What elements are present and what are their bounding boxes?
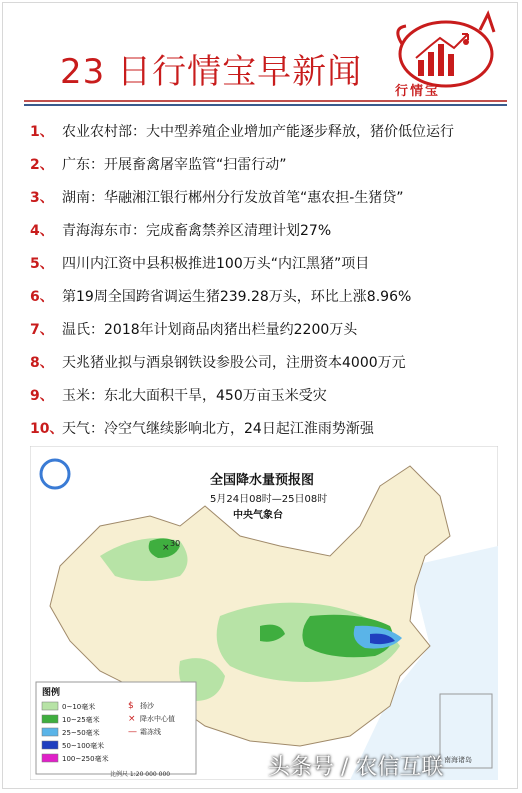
- legend-label: 50~100毫米: [62, 742, 105, 750]
- header-divider-bottom: [24, 104, 507, 106]
- precipitation-center-value: 30: [170, 539, 181, 548]
- legend-swatch: [42, 715, 58, 723]
- precipitation-forecast-map: [30, 446, 498, 780]
- legend-symbol: $: [128, 701, 134, 711]
- legend-label: 扬沙: [140, 702, 154, 710]
- news-item: [30, 378, 454, 411]
- news-item: [30, 147, 454, 180]
- news-item: [30, 411, 454, 444]
- legend-swatch: [42, 702, 58, 710]
- news-item-text: 广东：开展畜禽屠宰监管“扫雷行动”: [62, 156, 287, 173]
- news-item-number: 2、: [30, 156, 54, 173]
- news-item-text: 青海海东市：完成畜禽禁养区清理计划27%: [62, 222, 332, 239]
- news-item-number: 8、: [30, 354, 54, 371]
- legend-swatch: [42, 754, 58, 762]
- news-item-text: 四川内江资中县积极推进100万头“内江黑猪”项目: [62, 255, 370, 272]
- news-item-number: 7、: [30, 321, 54, 338]
- news-item-text: 温氏：2018年计划商品肉猪出栏量约2200万头: [62, 321, 358, 338]
- legend-label: 25~50毫米: [62, 729, 100, 737]
- legend-label: 霜冻线: [140, 728, 161, 736]
- news-item: [30, 246, 454, 279]
- news-item-number: 3、: [30, 189, 54, 206]
- map-title: 全国降水量预报图: [210, 473, 315, 488]
- legend-label: 0~10毫米: [62, 703, 96, 711]
- news-item-number: 6、: [30, 288, 54, 305]
- news-item-text: 湖南：华融湘江银行郴州分行发放首笔“惠农担-生猪贷”: [62, 189, 404, 206]
- news-item-number: 4、: [30, 222, 54, 239]
- legend-swatch: [42, 728, 58, 736]
- news-item-text: 玉米：东北大面积干旱，450万亩玉米受灾: [62, 387, 327, 404]
- legend-swatch: [42, 741, 58, 749]
- news-item-number: 1、: [30, 123, 54, 140]
- page-title: 23 日行情宝早新闻: [60, 52, 363, 92]
- news-item-number: 9、: [30, 387, 54, 404]
- news-list: [30, 114, 454, 444]
- news-item-number: 10、: [30, 420, 64, 437]
- legend-label: 100~250毫米: [62, 755, 109, 763]
- source-watermark: 头条号 / 农信互联: [268, 755, 444, 780]
- news-item: [30, 312, 454, 345]
- news-item: [30, 114, 454, 147]
- legend-title: 图例: [42, 688, 61, 698]
- legend-label: 降水中心值: [140, 715, 175, 723]
- news-item: [30, 279, 454, 312]
- news-item: [30, 213, 454, 246]
- news-item: [30, 345, 454, 378]
- news-item-text: 天兆猪业拟与酒泉钢铁设参股公司，注册资本4000万元: [62, 354, 406, 371]
- map-organization: 中央气象台: [233, 510, 283, 521]
- map-graphic: [30, 446, 498, 780]
- map-time-range: 5月24日08时—25日08时: [210, 494, 328, 505]
- news-item-number: 5、: [30, 255, 54, 272]
- news-item-text: 农业农村部：大中型养殖企业增加产能逐步释放，猪价低位运行: [62, 123, 454, 140]
- news-item-text: 第19周全国跨省调运生猪239.28万头，环比上涨8.96%: [62, 288, 412, 305]
- header-divider-top: [24, 100, 507, 102]
- map-scale: 比例尺 1:20 000 000: [110, 771, 171, 778]
- precipitation-center-marker: ×: [162, 543, 170, 553]
- legend-symbol: ×: [128, 714, 136, 724]
- news-item-text: 天气：冷空气继续影响北方，24日起江淮雨势渐强: [62, 420, 374, 437]
- inset-label: 南海诸岛: [444, 756, 472, 764]
- legend-symbol: —: [128, 727, 137, 737]
- legend-label: 10~25毫米: [62, 716, 100, 724]
- logo-text: 行情宝: [395, 84, 441, 99]
- news-item: [30, 180, 454, 213]
